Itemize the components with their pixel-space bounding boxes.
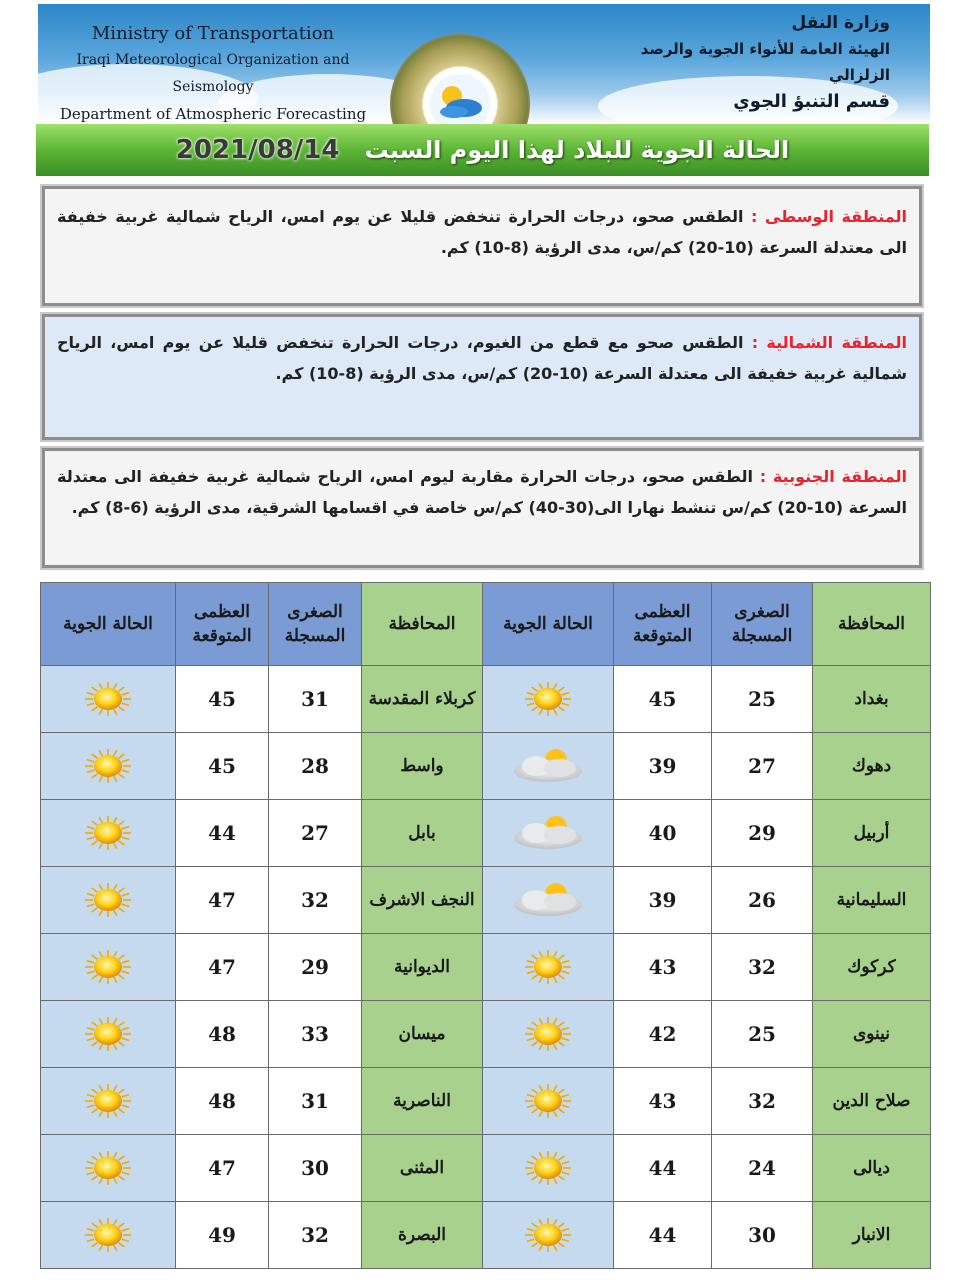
forecast-table <box>40 582 931 1269</box>
max-temp-cell: 45 <box>176 666 269 733</box>
min-temp-cell: 28 <box>269 733 362 800</box>
max-temp-cell: 47 <box>176 867 269 934</box>
partly-cloudy-icon <box>510 753 586 777</box>
weather-cell <box>41 1068 176 1135</box>
header-governorate: المحافظة <box>362 583 483 666</box>
min-temp-cell: 30 <box>712 1202 813 1269</box>
weather-cell <box>41 867 176 934</box>
weather-cell <box>41 800 176 867</box>
max-temp-cell: 47 <box>176 934 269 1001</box>
table-header-row <box>41 583 931 666</box>
max-temp-cell: 43 <box>614 1068 712 1135</box>
weather-cell <box>483 934 614 1001</box>
header-max: العظمى المتوقعة <box>176 583 269 666</box>
governorate-cell: الديوانية <box>362 934 483 1001</box>
max-temp-cell: 44 <box>176 800 269 867</box>
title-bar <box>36 124 929 176</box>
governorate-cell: كركوك <box>813 934 931 1001</box>
max-temp-cell: 39 <box>614 733 712 800</box>
sun-icon <box>524 1155 572 1179</box>
weather-cell <box>483 733 614 800</box>
department-name-ar: قسم التنبؤ الجوي <box>733 91 890 112</box>
governorate-cell: صلاح الدين <box>813 1068 931 1135</box>
header-weather: الحالة الجوية <box>41 583 176 666</box>
region-south-box <box>42 448 922 568</box>
table-row <box>41 867 931 934</box>
title-date: 2021/08/14 <box>175 135 340 165</box>
title-text: الحالة الجوية للبلاد لهذا اليوم السبت <box>364 136 790 164</box>
region-central-description: الطقس صحو، درجات الحرارة تنخفض قليلا عن يوم امس، الرياح شمالية غربية خفيفة الى معتدلة السرعة (10-20) كم/س، مدى الرؤية (8-10) كم. <box>57 207 907 257</box>
region-south-description: الطقس صحو، درجات الحرارة مقاربة ليوم امس، الرياح شمالية غربية خفيفة الى معتدلة السرعة (10-20) كم/س تنشط نهارا الى(30-40) كم/س خاصة في اقسامها الشرقية، مدى الرؤية (6-8) كم. <box>57 467 907 517</box>
header-governorate: المحافظة <box>813 583 931 666</box>
min-temp-cell: 29 <box>712 800 813 867</box>
region-south-label: المنطقة الجنوبية : <box>759 467 908 486</box>
sun-icon <box>84 1222 132 1246</box>
min-temp-cell: 30 <box>269 1135 362 1202</box>
organization-name-en: Iraqi Meteorological Organization and Seismology <box>76 52 350 95</box>
ministry-name-ar: وزارة النقل <box>791 13 890 33</box>
min-temp-cell: 32 <box>269 1202 362 1269</box>
sun-icon <box>84 1088 132 1112</box>
governorate-cell: الانبار <box>813 1202 931 1269</box>
weather-cell <box>41 1202 176 1269</box>
max-temp-cell: 42 <box>614 1001 712 1068</box>
table-row <box>41 733 931 800</box>
region-south-text <box>57 461 907 523</box>
max-temp-cell: 48 <box>176 1068 269 1135</box>
sun-icon <box>84 820 132 844</box>
governorate-cell: ميسان <box>362 1001 483 1068</box>
page-title <box>36 124 929 176</box>
weather-cell <box>41 666 176 733</box>
min-temp-cell: 24 <box>712 1135 813 1202</box>
organization-name-ar: الهيئة العامة للأنواء الجوية والرصد الزلزالي <box>640 40 890 84</box>
governorate-cell: البصرة <box>362 1202 483 1269</box>
sun-icon <box>84 954 132 978</box>
region-north-description: الطقس صحو مع قطع من الغيوم، درجات الحرارة تنخفض قليلا عن يوم امس، الرياح شمالية غربية خفيفة الى معتدلة السرعة (10-20) كم/س، مدى الرؤية (8-10) كم. <box>57 333 907 383</box>
max-temp-cell: 45 <box>176 733 269 800</box>
max-temp-cell: 40 <box>614 800 712 867</box>
weather-cell <box>483 1068 614 1135</box>
header-weather: الحالة الجوية <box>483 583 614 666</box>
table-row <box>41 1202 931 1269</box>
weather-cell <box>41 733 176 800</box>
weather-cell <box>41 1001 176 1068</box>
sun-icon <box>524 686 572 710</box>
partly-cloudy-icon <box>510 820 586 844</box>
region-central-label: المنطقة الوسطى : <box>751 207 908 226</box>
table-row <box>41 1135 931 1202</box>
governorate-cell: المثنى <box>362 1135 483 1202</box>
min-temp-cell: 27 <box>712 733 813 800</box>
max-temp-cell: 45 <box>614 666 712 733</box>
governorate-cell: بابل <box>362 800 483 867</box>
max-temp-cell: 48 <box>176 1001 269 1068</box>
governorate-cell: السليمانية <box>813 867 931 934</box>
header-min: الصغرى المسجلة <box>269 583 362 666</box>
min-temp-cell: 26 <box>712 867 813 934</box>
ministry-name-en: Ministry of Transportation <box>91 23 335 44</box>
min-temp-cell: 27 <box>269 800 362 867</box>
table-row <box>41 934 931 1001</box>
partly-cloudy-icon <box>510 887 586 911</box>
region-north-text <box>57 327 907 389</box>
max-temp-cell: 49 <box>176 1202 269 1269</box>
weather-cell <box>483 1001 614 1068</box>
weather-cell <box>483 867 614 934</box>
arabic-org-name <box>610 10 890 116</box>
max-temp-cell: 39 <box>614 867 712 934</box>
sun-icon <box>524 1021 572 1045</box>
governorate-cell: دهوك <box>813 733 931 800</box>
weather-cell <box>483 666 614 733</box>
min-temp-cell: 31 <box>269 1068 362 1135</box>
max-temp-cell: 44 <box>614 1202 712 1269</box>
department-name-en: Department of Atmospheric Forecasting <box>59 105 367 123</box>
region-north-box <box>42 314 922 440</box>
sun-icon <box>84 753 132 777</box>
governorate-cell: ديالى <box>813 1135 931 1202</box>
max-temp-cell: 47 <box>176 1135 269 1202</box>
weather-cell <box>483 800 614 867</box>
governorate-cell: بغداد <box>813 666 931 733</box>
min-temp-cell: 25 <box>712 666 813 733</box>
header-min: الصغرى المسجلة <box>712 583 813 666</box>
sun-icon <box>84 887 132 911</box>
region-north-label: المنطقة الشمالية : <box>751 333 908 352</box>
table-row <box>41 800 931 867</box>
table-row <box>41 1001 931 1068</box>
governorate-cell: كربلاء المقدسة <box>362 666 483 733</box>
table-row <box>41 1068 931 1135</box>
min-temp-cell: 32 <box>712 934 813 1001</box>
governorate-cell: واسط <box>362 733 483 800</box>
min-temp-cell: 25 <box>712 1001 813 1068</box>
governorate-cell: أربيل <box>813 800 931 867</box>
english-org-name <box>48 20 378 124</box>
weather-cell <box>41 934 176 1001</box>
region-central-box <box>42 186 922 306</box>
min-temp-cell: 29 <box>269 934 362 1001</box>
min-temp-cell: 31 <box>269 666 362 733</box>
min-temp-cell: 32 <box>712 1068 813 1135</box>
sun-icon <box>84 686 132 710</box>
governorate-cell: النجف الاشرف <box>362 867 483 934</box>
sun-icon <box>84 1021 132 1045</box>
sun-icon <box>524 1088 572 1112</box>
sun-icon <box>84 1155 132 1179</box>
table-row <box>41 666 931 733</box>
sun-icon <box>524 1222 572 1246</box>
header-max: العظمى المتوقعة <box>614 583 712 666</box>
weather-cell <box>483 1202 614 1269</box>
max-temp-cell: 43 <box>614 934 712 1001</box>
weather-cell <box>483 1135 614 1202</box>
weather-cell <box>41 1135 176 1202</box>
sun-icon <box>524 954 572 978</box>
max-temp-cell: 44 <box>614 1135 712 1202</box>
min-temp-cell: 32 <box>269 867 362 934</box>
governorate-cell: الناصرية <box>362 1068 483 1135</box>
region-central-text <box>57 201 907 263</box>
min-temp-cell: 33 <box>269 1001 362 1068</box>
governorate-cell: نينوى <box>813 1001 931 1068</box>
